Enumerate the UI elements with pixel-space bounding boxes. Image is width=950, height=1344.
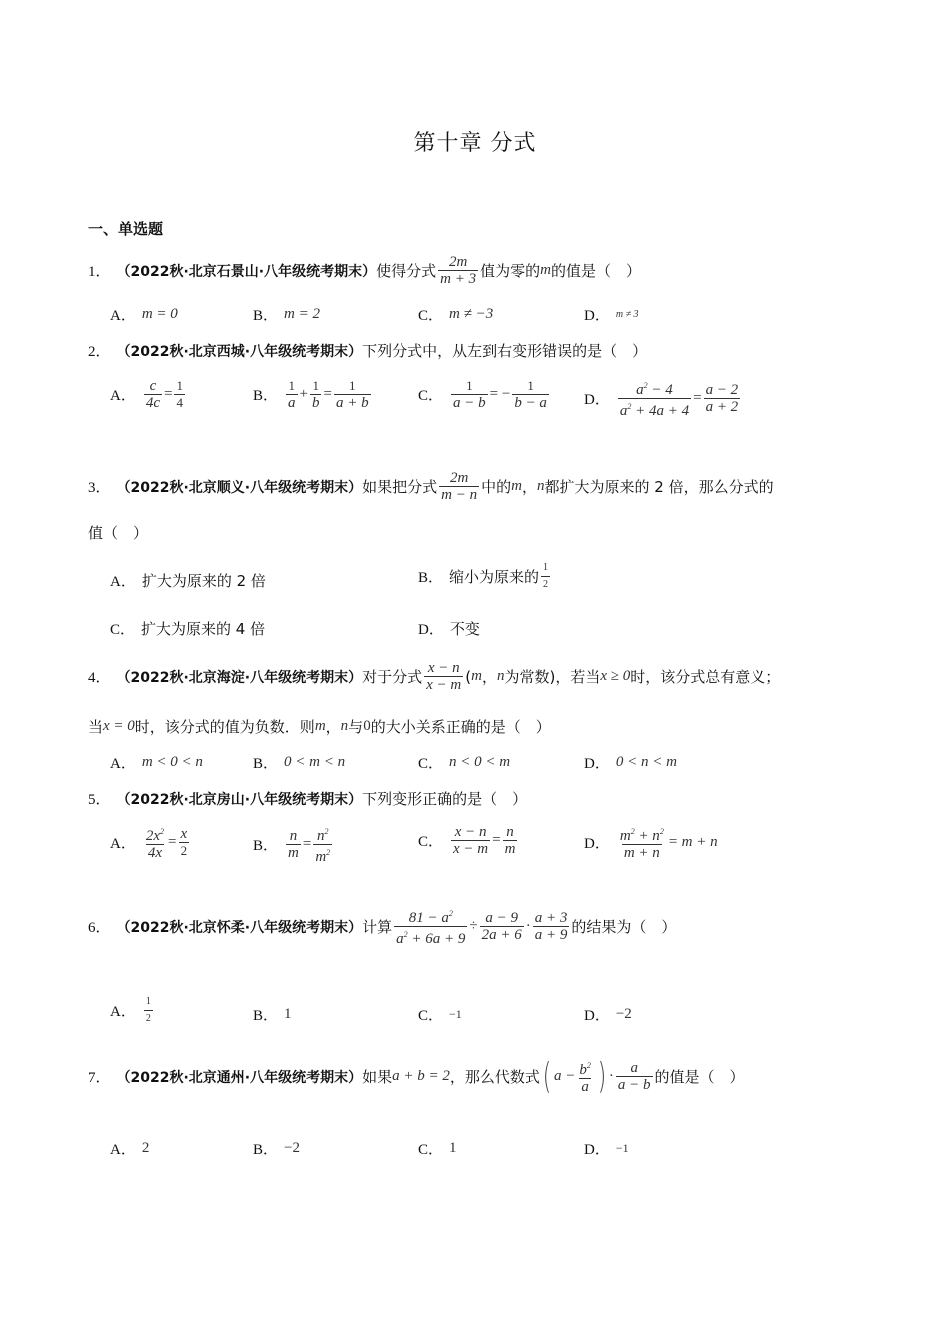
question-text: 如果把分式: [362, 478, 438, 496]
question-6: 6． （2022秋·北京怀柔·八年级统考期末） 计算 $\frac{81 - a^2}{a^2 + 6a + 9}$ ÷ $\frac{a - 9}{2a + 6}$ · $\frac{a + 3}{a + 9}$ 的结果为（ ）: [88, 906, 676, 947]
question-text: 计算: [362, 918, 393, 936]
math-var: m: [314, 718, 326, 734]
section-heading: 一、单选题: [88, 220, 164, 238]
question-source: （2022秋·北京石景山·八年级统考期末）: [116, 263, 377, 280]
option-b[interactable]: B． −2: [253, 1140, 300, 1158]
question-number: 1．: [88, 264, 111, 280]
option-c[interactable]: C． $\frac{x - n}{x - m}$ = $\frac{n}{m}$: [418, 824, 516, 857]
math-var: m: [511, 478, 522, 494]
question-2: [88, 340, 647, 361]
math-condition: x ≥ 0: [600, 668, 631, 684]
question-4: [88, 660, 780, 693]
question-source: （2022秋·北京房山·八年级统考期末）: [116, 791, 363, 808]
math-condition: x = 0: [103, 718, 135, 734]
option-b[interactable]: B． 0 < m < n: [253, 754, 346, 772]
question-number: 3．: [88, 480, 111, 496]
option-d[interactable]: D． $\frac{a^2 - 4}{a^2 + 4a + 4}$ = $\frac{a - 2}{a + 2}$: [584, 381, 739, 419]
question-number: 6．: [88, 920, 111, 936]
question-text: 值为零的: [480, 262, 541, 280]
question-text: 的结果为（ ）: [571, 918, 677, 936]
fraction: $\frac{2m}{m + 3}$: [440, 254, 477, 287]
option-c[interactable]: C． −1: [418, 1007, 462, 1024]
question-text: 时，该分式的值为负数．则: [134, 718, 315, 736]
question-3-cont: [88, 522, 148, 543]
question-source: （2022秋·北京顺义·八年级统考期末）: [116, 479, 363, 496]
option-a[interactable]: A． 2: [110, 1140, 150, 1158]
fraction: $\frac{x - n}{x - m}$: [426, 660, 462, 693]
question-text: 时，该分式总有意义；: [630, 668, 781, 686]
option-b[interactable]: B． m = 2: [253, 306, 320, 324]
question-text: (: [465, 667, 472, 686]
question-text: 的值是（ ）: [654, 1068, 745, 1086]
page-title: 第十章 分式: [413, 131, 537, 156]
option-d[interactable]: D． −2: [584, 1006, 632, 1024]
question-text: ，: [325, 718, 341, 736]
fraction: $\frac{a}{a - b}$: [617, 1060, 651, 1093]
question-text: 对于分式: [362, 668, 423, 686]
option-d[interactable]: D． −1: [584, 1141, 629, 1158]
math-number: 0: [363, 718, 371, 734]
option-c[interactable]: C． n < 0 < m: [418, 754, 511, 772]
question-text: 如果: [362, 1068, 393, 1086]
question-3: [88, 470, 774, 503]
question-number: 5．: [88, 792, 111, 808]
fraction: $\frac{a + 3}{a + 9}$: [534, 910, 568, 943]
math-var: n: [340, 718, 349, 734]
question-text: ，: [481, 668, 497, 686]
question-source: （2022秋·北京西城·八年级统考期末）: [116, 343, 363, 360]
math-var: n: [496, 668, 505, 684]
option-a[interactable]: A． $\frac{1}{2}$: [110, 994, 155, 1027]
question-number: 2．: [88, 344, 111, 360]
option-a[interactable]: A． $\frac{2x^2}{4x}$ = $\frac{x}{2}$: [110, 826, 188, 861]
math-var: m: [540, 262, 551, 278]
question-number: 4．: [88, 670, 111, 686]
question-text: 都扩大为原来的 2 倍，那么分式的: [544, 478, 774, 496]
question-source: （2022秋·北京海淀·八年级统考期末）: [116, 669, 363, 686]
question-text: ，: [521, 478, 537, 496]
option-b[interactable]: B． 1: [253, 1006, 292, 1024]
option-a[interactable]: A． $\frac{c}{4c}$ = $\frac{1}{4}$: [110, 378, 183, 411]
fraction: $\frac{a - 9}{2a + 6}$: [481, 910, 522, 943]
question-text: ，那么代数式: [449, 1068, 540, 1086]
question-text: 当: [88, 718, 104, 736]
question-text: 下列变形正确的是（ ）: [362, 790, 528, 808]
question-1: [88, 254, 641, 287]
question-5: [88, 788, 527, 809]
option-a[interactable]: A． 扩大为原来的 2 倍: [110, 572, 266, 590]
option-c[interactable]: C． 1: [418, 1140, 457, 1158]
question-number: 7．: [88, 1070, 111, 1086]
question-text: 为常数)，若当: [504, 668, 601, 686]
question-text: 使得分式: [376, 262, 437, 280]
question-4-cont: [88, 716, 551, 737]
fraction: $\frac{2m}{m - n}$: [441, 470, 478, 503]
question-source: （2022秋·北京怀柔·八年级统考期末）: [116, 919, 363, 936]
fraction: $\frac{81 - a^2}{a^2 + 6a + 9}$: [396, 909, 466, 947]
math-var: m: [471, 668, 482, 684]
option-d[interactable]: D． m ≠ 3: [584, 308, 639, 324]
question-text: 中的: [481, 478, 512, 496]
question-text: 值（ ）: [88, 524, 149, 542]
option-b[interactable]: B． 缩小为原来的 $\frac{1}{2}$: [418, 560, 552, 593]
question-text: 的大小关系正确的是（ ）: [370, 718, 551, 736]
question-text: 下列分式中，从左到右变形错误的是（ ）: [362, 342, 648, 360]
option-a[interactable]: A． m = 0: [110, 306, 178, 324]
math-var: n: [536, 478, 545, 494]
option-c[interactable]: C． m ≠ −3: [418, 306, 494, 324]
math-condition: a + b = 2: [392, 1068, 450, 1084]
question-7: 7． （2022秋·北京通州·八年级统考期末） 如果 a + b = 2 ，那么代数式 ( a − $\frac{b^2}{a}$ ) · $\frac{a}{a - b}$ 的值是（ ）: [88, 1055, 745, 1097]
option-d[interactable]: D． $\frac{m^2 + n^2}{m + n}$ = m + n: [584, 827, 718, 861]
option-d[interactable]: D． 不变: [418, 620, 480, 638]
option-c[interactable]: C． $\frac{1}{a - b}$ = − $\frac{1}{b - a}$: [418, 378, 547, 411]
option-d[interactable]: D． 0 < n < m: [584, 754, 677, 772]
question-text: 的值是（ ）: [550, 262, 641, 280]
option-b[interactable]: B． $\frac{1}{a}$ + $\frac{1}{b}$ = $\frac{1}{a + b}$: [253, 378, 369, 411]
question-source: （2022秋·北京通州·八年级统考期末）: [116, 1069, 363, 1086]
question-text: 与: [348, 718, 364, 736]
option-a[interactable]: A． m < 0 < n: [110, 754, 203, 772]
option-c[interactable]: C． 扩大为原来的 4 倍: [110, 620, 266, 638]
option-b[interactable]: B． $\frac{n}{m}$ = $\frac{n^2}{m^2}$: [253, 827, 331, 865]
